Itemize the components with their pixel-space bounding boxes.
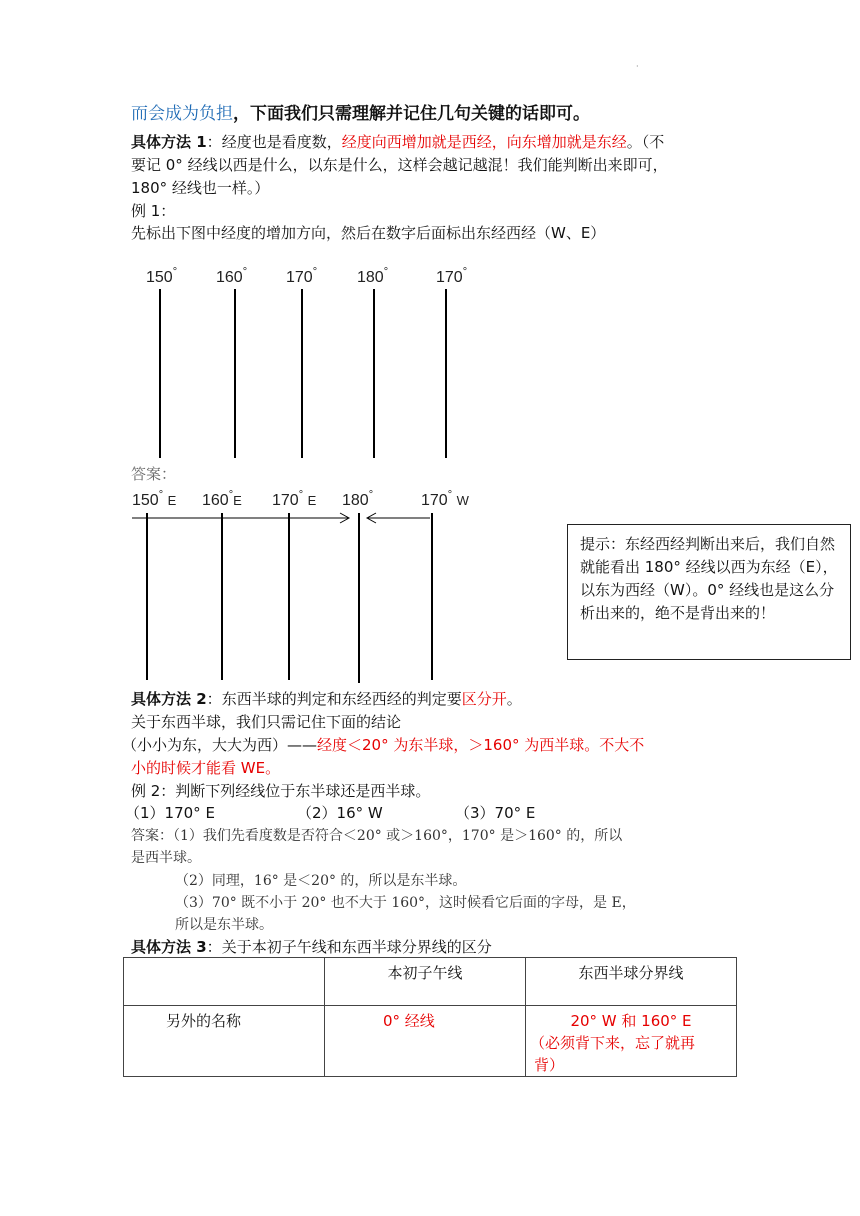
example2-answer-line1: 答案：（1）我们先看度数是否符合＜20° 或＞160°，170° 是＞160° 的，所以: [131, 828, 623, 844]
method2-title: 具体方法 2: [131, 690, 207, 708]
example2-title: 例 2：判断下列经线位于东半球还是西半球。: [131, 782, 431, 800]
ans1-label-4: 180°: [342, 489, 374, 509]
ans1-label-1: 150° E: [132, 489, 177, 509]
method3-text: 关于本初子午线和东西半球分界线的区分: [221, 938, 492, 956]
ex1-label-3: 170°: [286, 266, 318, 286]
method2-rule-black: （小小为东，大大为西）——: [122, 736, 318, 754]
ans1-direction-arrows: [128, 508, 438, 528]
method2-colon: ：: [206, 690, 222, 708]
intro-line: [131, 103, 590, 125]
table-header-row: [124, 958, 737, 1006]
method2-text2: 。: [506, 690, 522, 708]
method1-colon: ：: [206, 133, 222, 151]
example2-q3: （3）70° E: [455, 804, 536, 822]
ans1-meridian-1: [146, 513, 148, 680]
method1-text1: 经度也是看度数，: [221, 133, 342, 151]
boundary-name-line3: 背）: [534, 1056, 565, 1074]
method2-rule-red: 经度＜20° 为东半球，＞160° 为西半球。不大不: [317, 736, 645, 754]
method2-line4: 小的时候才能看 WE。: [131, 759, 281, 777]
boundary-name-line2: （必须背下来，忘了就再: [530, 1034, 696, 1052]
table-row: [124, 1006, 737, 1077]
method1-line1: [131, 131, 664, 153]
example2-answer-line4: （3）70° 既不小于 20° 也不大于 160°，这时候看它后面的字母，是 E，: [175, 895, 636, 911]
ex1-label-2: 160°: [216, 266, 248, 286]
method1-line2: 要记 0° 经线以西是什么，以东是什么，这样会越记越混！我们能判断出来即可，: [131, 156, 668, 174]
method2-red: 区分开: [461, 690, 507, 708]
example2-answer-line2: 是西半球。: [131, 850, 201, 866]
boundary-name-line1: 20° W 和 160° E: [570, 1012, 692, 1030]
method1-red: 经度向西增加就是西经，向东增加就是东经: [341, 133, 627, 151]
ans1-meridian-4: [358, 513, 360, 683]
method1-text2: 。（不: [626, 133, 665, 151]
example1-instruction: 先标出下图中经度的增加方向，然后在数字后面标出东经西经（W、E）: [131, 224, 606, 242]
example2-q1: （1）170° E: [125, 804, 215, 822]
tip-box: 提示：东经西经判断出来后，我们自然就能看出 180° 经线以西为东经（E），以东为西经（W）。0° 经线也是这么分析出来的，绝不是背出来的！: [567, 524, 851, 660]
ans1-label-5: 170° W: [421, 489, 469, 509]
ans1-label-3: 170° E: [272, 489, 317, 509]
method1-line3: 180° 经线也一样。）: [131, 179, 270, 197]
table-header-cell-empty: [124, 958, 325, 1006]
ans1-meridian-5: [431, 513, 433, 680]
page-dot: ·: [636, 62, 639, 71]
ans1-meridian-3: [288, 513, 290, 680]
method3-colon: ：: [206, 938, 222, 956]
meridian-comparison-table: [123, 957, 737, 1077]
method2-line3: [122, 734, 644, 756]
ex1-meridian-3: [301, 289, 303, 458]
method3-line: [131, 936, 492, 958]
table-row-label: 另外的名称: [124, 1006, 325, 1077]
table-cell-boundary-name: [526, 1006, 737, 1077]
table-cell-prime-meridian-name: 0° 经线: [325, 1006, 526, 1077]
ex1-label-4: 180°: [357, 266, 389, 286]
ans1-meridian-2: [221, 513, 223, 680]
example2-answer-line3: （2）同理，16° 是＜20° 的，所以是东半球。: [175, 873, 467, 889]
method1-title: 具体方法 1: [131, 133, 207, 151]
ex1-meridian-2: [234, 289, 236, 458]
answer1-title: 答案：: [131, 465, 177, 483]
ans1-label-2: 160°E: [202, 489, 242, 509]
ex1-meridian-4: [373, 289, 375, 458]
table-header-prime-meridian: 本初子午线: [325, 958, 526, 1006]
method3-title: 具体方法 3: [131, 938, 207, 956]
ex1-label-1: 150°: [146, 266, 178, 286]
intro-lead-rest: ，下面我们只需理解并记住几句关键的话即可。: [233, 104, 590, 124]
example2-answer-line5: 所以是东半球。: [175, 917, 273, 933]
ex1-meridian-5: [445, 289, 447, 458]
ex1-label-5: 170°: [436, 266, 468, 286]
example1-title: 例 1：: [131, 202, 176, 220]
intro-lead-blue: 而会成为负担: [131, 104, 233, 124]
example2-q2: （2）16° W: [297, 804, 383, 822]
method2-text1: 东西半球的判定和东经西经的判定要: [221, 690, 462, 708]
ex1-meridian-1: [159, 289, 161, 458]
method2-line1: [131, 688, 522, 710]
table-header-hemisphere-boundary: 东西半球分界线: [526, 958, 737, 1006]
method2-line2: 关于东西半球，我们只需记住下面的结论: [131, 713, 402, 731]
